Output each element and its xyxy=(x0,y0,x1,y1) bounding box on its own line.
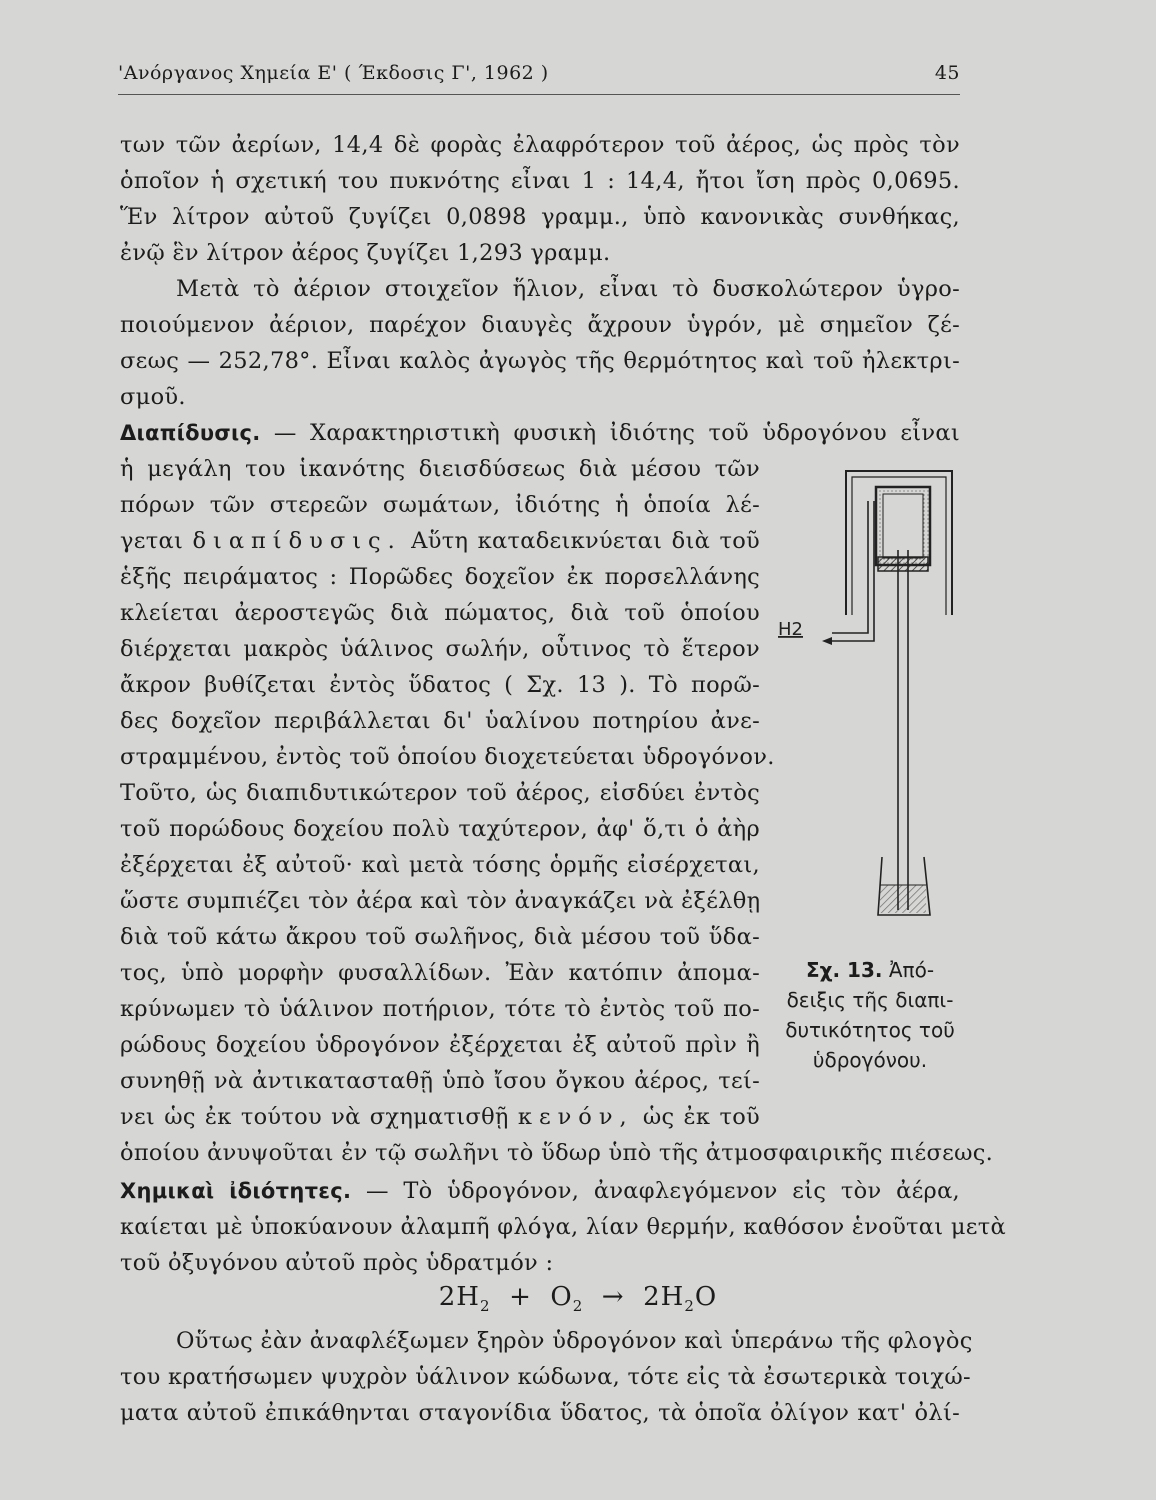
section-heading: Χημικαὶ ἰδιότητες. xyxy=(120,1179,352,1203)
text-line: στραμμένου, ἐντὸς τοῦ ὁποίου διοχετεύεται ὑδρογόνον. xyxy=(120,744,775,770)
text-span: γεται xyxy=(120,528,184,554)
text-span: — Χαρακτηριστικὴ φυσικὴ ἰδιότης τοῦ ὑδρογόνου εἶναι xyxy=(273,420,961,446)
equation-term: O xyxy=(550,1282,573,1312)
text-span: Αὕτη καταδεικνύεται διὰ τοῦ xyxy=(411,528,761,554)
text-line: συνηθῇ νὰ ἀντικατασταθῇ ὑπὸ ἴσου ὄγκου ἀέρος, τεί- xyxy=(120,1068,760,1094)
text-line: καίεται μὲ ὑποκύανουν ἀλαμπῆ φλόγα, λίαν θερμήν, καθόσον ἑνοῦται μετὰ xyxy=(120,1214,1006,1240)
arrow-icon xyxy=(822,637,832,645)
emphasized-term: κενόν, xyxy=(517,1104,634,1130)
page-number: 45 xyxy=(934,62,960,84)
equation-term: 2H xyxy=(643,1282,685,1312)
arrow-icon: → xyxy=(601,1282,625,1312)
text-line: πόρων τῶν στερεῶν σωμάτων, ἰδιότης ἡ ὁποία λέ- xyxy=(120,492,760,518)
text-line: τοῦ πορώδους δοχείου πολὺ ταχύτερον, ἀφ' ὅ,τι ὁ ἀὴρ xyxy=(120,816,760,842)
running-title: 'Ανόργανος Χημεία Ε' ( Έκδοσις Γ', 1962 ) xyxy=(118,62,549,84)
text-line: ἑξῆς πειράματος : Πορῶδες δοχεῖον ἐκ πορσελλάνης xyxy=(120,564,760,590)
text-span: νει ὡς ἐκ τούτου νὰ σχηματισθῇ xyxy=(120,1104,509,1130)
equation-subscript: 2 xyxy=(479,1297,491,1316)
hydrogen-label: H2 xyxy=(778,619,803,640)
text-line: ἐνῷ ἓν λίτρον ἀέρος ζυγίζει 1,293 γραμμ. xyxy=(120,240,611,266)
hydrogen-inlet-tube xyxy=(832,501,868,633)
emphasized-term: διαπίδυσις. xyxy=(192,528,402,554)
section-diapidysis-first-line xyxy=(120,418,960,448)
text-line: Οὕτως ἐὰν ἀναφλέξωμεν ξηρὸν ὑδρογόνον καὶ ὑπεράνω τῆς φλογὸς xyxy=(176,1328,973,1354)
text-line xyxy=(120,526,760,556)
text-line: σεως — 252,78°. Εἶναι καλὸς ἀγωγὸς τῆς θερμότητος καὶ τοῦ ἠλεκτρι- xyxy=(120,348,960,374)
text-line: ματα αὐτοῦ ἐπικάθηνται σταγονίδια ὕδατος, τὰ ὁποῖα ὀλίγον κατ' ὀλί- xyxy=(120,1400,960,1426)
running-header xyxy=(118,60,960,95)
equation-term: O xyxy=(694,1282,718,1312)
caption-text: δυτικότητος τοῦ xyxy=(785,1018,955,1042)
text-line: ὥστε συμπιέζει τὸν ἀέρα καὶ τὸν ἀναγκάζει νὰ ἐξέλθῃ xyxy=(120,888,761,914)
equation-term: 2H xyxy=(438,1282,480,1312)
section-chemical-heading-line xyxy=(120,1176,960,1206)
equation-operator: + xyxy=(509,1282,532,1312)
equation-subscript: 2 xyxy=(572,1297,584,1316)
figure-caption xyxy=(770,955,970,1075)
text-line: κρύνωμεν τὸ ὑάλινον ποτήριον, τότε τὸ ἐντὸς τοῦ πο- xyxy=(120,996,760,1022)
text-line: Τοῦτο, ὡς διαπιδυτικώτερον τοῦ ἀέρος, εἰσδύει ἐντὸς xyxy=(120,780,760,806)
text-line: ποιούμενον ἀέριον, παρέχον διαυγὲς ἄχρουν ὑγρόν, μὲ σημεῖον ζέ- xyxy=(120,312,960,338)
text-line: του κρατήσωμεν ψυχρὸν ὑάλινον κώδωνα, τότε εἰς τὰ ἐσωτερικὰ τοιχώ- xyxy=(120,1364,971,1390)
text-span: ὡς ἐκ τοῦ xyxy=(642,1104,761,1130)
text-span: — Τὸ ὑδρογόνον, ἀναφλεγόμενον εἰς τὸν ἀέρα, xyxy=(365,1178,961,1204)
text-line: ἡ μεγάλη του ἱκανότης διεισδύσεως διὰ μέσου τῶν xyxy=(120,456,760,482)
text-line: ρώδους δοχείου ὑδρογόνον ἐξέρχεται ἐξ αὐτοῦ πρὶν ἢ xyxy=(120,1032,760,1058)
text-line: τος, ὑπὸ μορφὴν φυσαλλίδων. Ἐὰν κατόπιν ἀπομα- xyxy=(120,960,760,986)
text-line: των τῶν ἀερίων, 14,4 δὲ φορὰς ἐλαφρότερον τοῦ ἀέρος, ὡς πρὸς τὸν xyxy=(120,132,960,158)
text-line: τοῦ ὀξυγόνου αὐτοῦ πρὸς ὑδρατμόν : xyxy=(120,1250,554,1276)
caption-number: Σχ. 13. xyxy=(805,958,883,982)
chemical-equation xyxy=(0,1282,1156,1315)
diffusion-apparatus-figure xyxy=(770,465,970,945)
equation-subscript: 2 xyxy=(684,1297,695,1316)
text-line: κλείεται ἀεροστεγῶς διὰ πώματος, διὰ τοῦ ὁποίου xyxy=(120,600,760,626)
text-line: διέρχεται μακρὸς ὑάλινος σωλήν, οὗτινος τὸ ἕτερον xyxy=(120,636,760,662)
text-line: ὁποῖον ἡ σχετική του πυκνότης εἶναι 1 : 14,4, ἤτοι ἴση πρὸς 0,0695. xyxy=(120,168,960,194)
caption-text: δειξις τῆς διαπι- xyxy=(786,988,954,1012)
caption-text: ὑδρογόνου. xyxy=(812,1048,928,1072)
text-line: ἄκρον βυθίζεται ἐντὸς ὕδατος ( Σχ. 13 ). Τὸ πορῶ- xyxy=(120,672,760,698)
text-line: διὰ τοῦ κάτω ἄκρου τοῦ σωλῆνος, διὰ μέσου τοῦ ὕδα- xyxy=(120,924,760,950)
section-heading: Διαπίδυσις. xyxy=(120,421,261,445)
text-line: Μετὰ τὸ ἀέριον στοιχεῖον ἥλιον, εἶναι τὸ δυσκολώτερον ὑγρο- xyxy=(176,276,960,302)
text-line: σμοῦ. xyxy=(120,384,186,410)
text-line: ἐξέρχεται ἐξ αὐτοῦ· καὶ μετὰ τόσης ὁρμῆς εἰσέρχεται, xyxy=(120,852,760,878)
stopper xyxy=(878,557,928,571)
text-line: Ἕν λίτρον αὐτοῦ ζυγίζει 0,0898 γραμμ., ὑπὸ κανονικὰς συνθήκας, xyxy=(120,204,960,230)
text-line: ὁποίου ἀνυψοῦται ἐν τῷ σωλῆνι τὸ ὕδωρ ὑπὸ τῆς ἀτμοσφαιρικῆς πιέσεως. xyxy=(120,1140,994,1166)
caption-text: Ἀπό- xyxy=(888,958,935,982)
text-line: δες δοχεῖον περιβάλλεται δι' ὑαλίνου ποτηρίου ἀνε- xyxy=(120,708,760,734)
text-line xyxy=(120,1102,760,1132)
